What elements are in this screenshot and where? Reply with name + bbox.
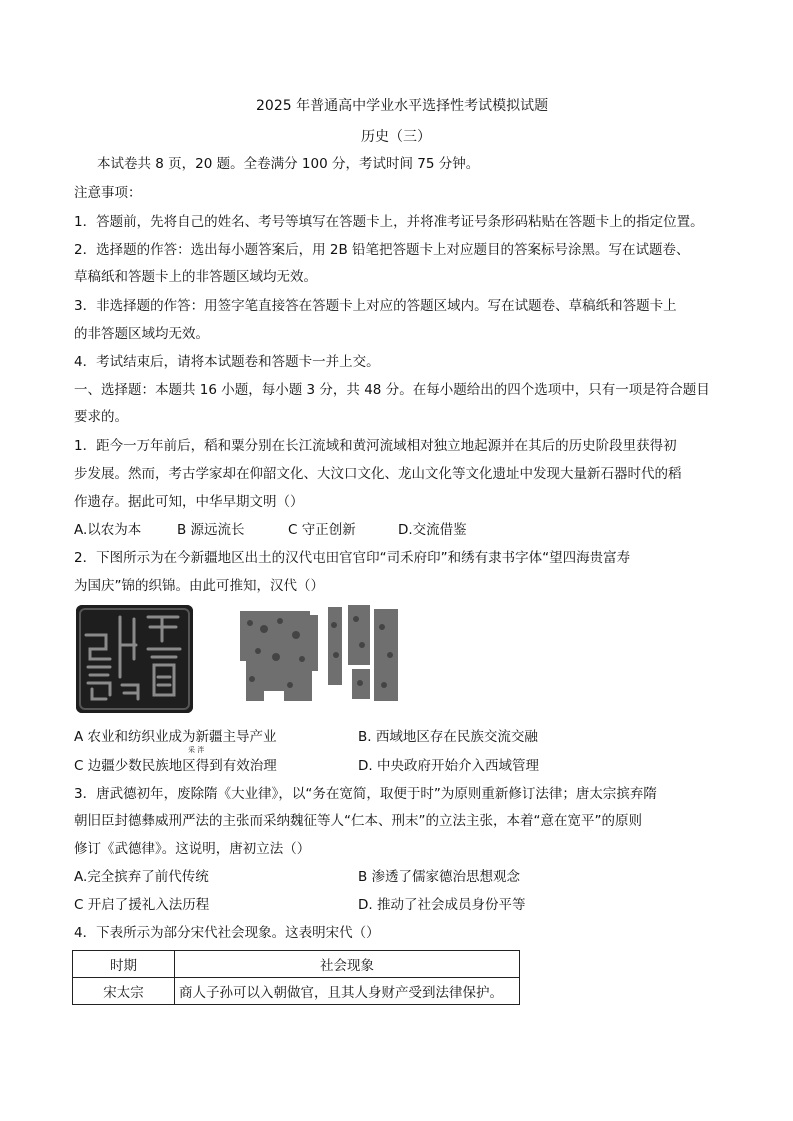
q1-option-b: B 源远流长: [177, 522, 245, 538]
q3-stem-line-1: 3．唐武德初年，废除隋《大业律》，以“务在宽简，取便于时”为原则重新修订法律；唐太宗摈弃隋: [74, 786, 657, 802]
q3-option-c: C 开启了援礼入法历程: [74, 897, 210, 913]
q4-stem: 4．下表所示为部分宋代社会现象。这表明宋代（）: [74, 925, 380, 941]
q2-option-a: A 农业和纺织业成为新疆主导产业: [74, 729, 277, 745]
note-3-line-2: 的非答题区域均无效。: [74, 326, 209, 342]
notes-heading: 注意事项：: [74, 185, 142, 201]
table-cell-period: 宋太宗: [73, 978, 175, 1005]
q2-ruby-annotation: 采 泮: [188, 746, 205, 754]
q3-option-b: B 渗透了儒家德治思想观念: [358, 869, 521, 885]
q2-option-b: B. 西域地区存在民族交流交融: [358, 729, 538, 745]
q1-stem-line-3: 作遗存。据此可知，中华早期文明（）: [74, 494, 304, 510]
q3-option-d: D. 推动了社会成员身份平等: [358, 897, 526, 913]
table-header-phenomenon: 社会现象: [175, 951, 520, 978]
table-cell-phenomenon: 商人子孙可以入朝做官，且其人身财产受到法律保护。: [175, 978, 520, 1005]
q1-option-c: C 守正创新: [288, 522, 356, 538]
q1-stem-line-1: 1．距今一万年前后，稻和粟分别在长江流域和黄河流域相对独立地起源并在其后的历史阶段里获得初: [74, 438, 677, 454]
q3-stem-line-2: 朝旧臣封德彝威刑严法的主张而采纳魏征等人“仁本、刑末”的立法主张，本着“意在宽平”的原则: [74, 813, 642, 829]
note-3-line-1: 3．非选择题的作答：用签字笔直接答在答题卡上对应的答题区域内。写在试题卷、草稿纸和答题卡上: [74, 298, 677, 314]
q3-option-a: A.完全摈弃了前代传统: [74, 869, 209, 885]
q1-option-d: D.交流借鉴: [398, 522, 467, 538]
q3-stem-line-3: 修订《武德律》。这说明，唐初立法（）: [74, 841, 311, 857]
table-row: [73, 978, 520, 1005]
q2-option-c: C 边疆少数民族地区得到有效治理: [74, 758, 277, 774]
q2-stem-line-1: 2．下图所示为在今新疆地区出土的汉代屯田官官印“司禾府印”和绣有隶书字体“望四海贵富寿: [74, 550, 631, 566]
q1-option-a: A.以农为本: [74, 522, 142, 538]
q2-option-d: D. 中央政府开始介入西域管理: [358, 758, 539, 774]
q2-stem-line-2: 为国庆”锦的织锦。由此可推知，汉代（）: [74, 578, 324, 594]
note-2-line-2: 草稿纸和答题卡上的非答题区域均无效。: [74, 269, 317, 285]
note-2-line-1: 2．选择题的作答：选出每小题答案后，用 2B 铅笔把答题卡上对应题目的答案标号涂黑。写在试题卷、: [74, 242, 690, 258]
table-header-row: [73, 951, 520, 978]
section-heading-line-2: 要求的。: [74, 409, 128, 425]
exam-intro: 本试卷共 8 页，20 题。全卷满分 100 分，考试时间 75 分钟。: [97, 156, 480, 172]
subject-title: 历史（三）: [361, 129, 431, 145]
seal-image: [76, 605, 193, 713]
brocade-image: [236, 605, 404, 710]
note-4: 4．考试结束后，请将本试题卷和答题卡一并上交。: [74, 354, 380, 370]
table-header-period: 时期: [73, 951, 175, 978]
section-heading-line-1: 一、选择题：本题共 16 小题，每小题 3 分，共 48 分。在每小题给出的四个选项中，只有一项是符合题目: [74, 382, 710, 398]
social-phenomena-table: [72, 950, 520, 1005]
exam-title: 2025 年普通高中学业水平选择性考试模拟试题: [256, 98, 549, 114]
note-1: 1．答题前，先将自己的姓名、考号等填写在答题卡上，并将准考证号条形码粘贴在答题卡上的指定位置。: [74, 214, 704, 230]
q1-stem-line-2: 步发展。然而，考古学家却在仰韶文化、大汶口文化、龙山文化等文化遗址中发现大量新石器时代的稻: [74, 466, 682, 482]
